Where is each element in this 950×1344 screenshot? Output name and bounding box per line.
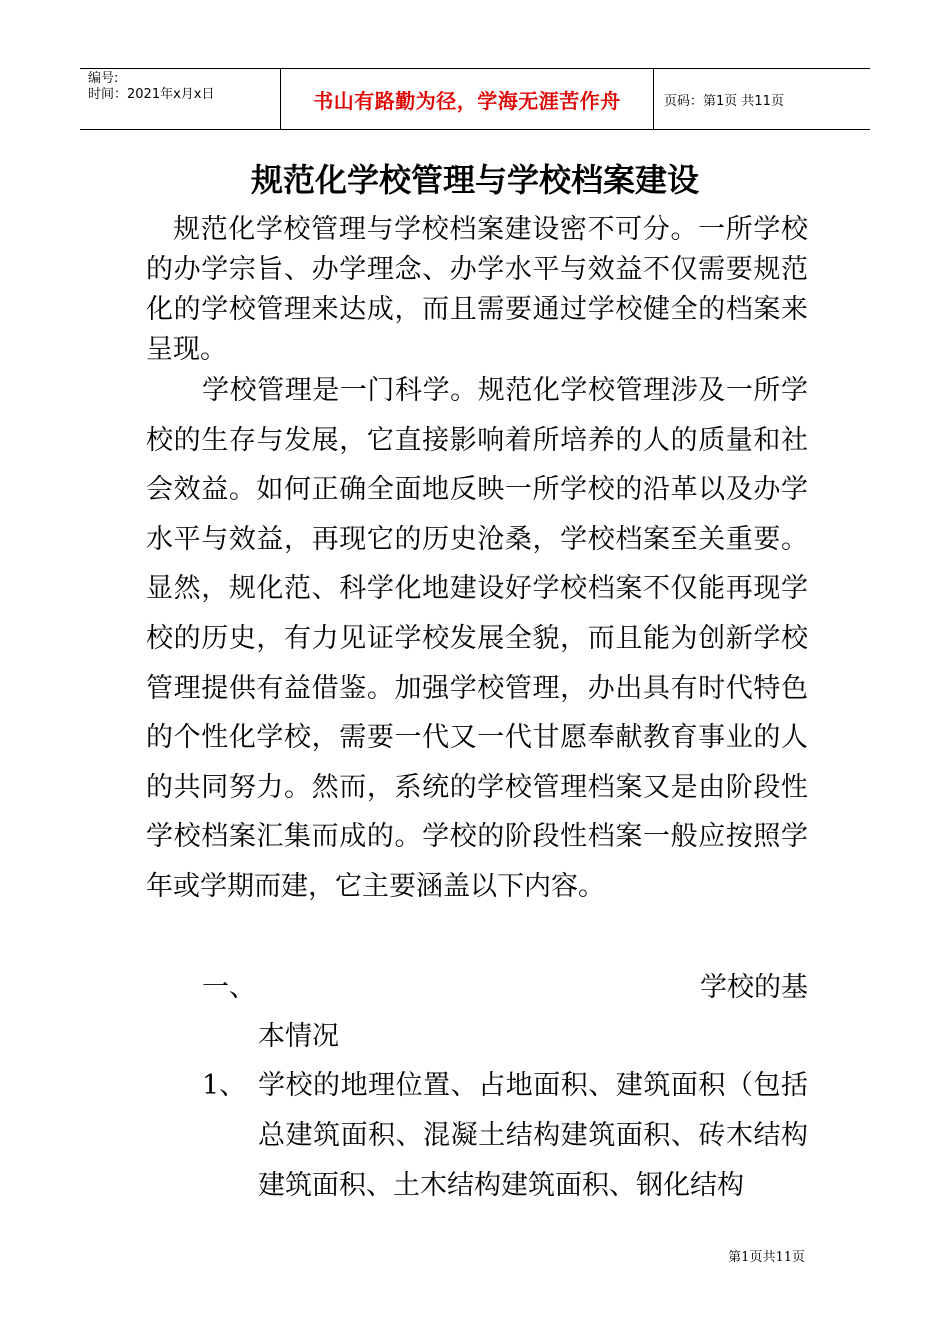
section-title-part1: 学校的基: [700, 972, 808, 1003]
paragraph-intro: 规范化学校管理与学校档案建设密不可分。一所学校的办学宗旨、办学理念、办学水平与效益不仅需要规范化的学校管理来达成，而且需要通过学校健全的档案来呈现。: [146, 214, 808, 365]
paragraph-main: 学校管理是一门科学。规范化学校管理涉及一所学校的生存与发展，它直接影响着所培养的人的质量和社会效益。如何正确全面地反映一所学校的沿革以及办学水平与效益，再现它的历史沧桑，学校档案至关重要。显然，规化范、科学化地建设好学校档案不仅能再现学校的历史，有力见证学校发展全貌，而且能为创新学校管理提供有益借鉴。加强学校管理，办出具有时代特色的个性化学校，需要一代又一代甘愿奉献教育事业的人的共同努力。然而，系统的学校管理档案又是由阶段性学校档案汇集而成的。学校的阶段性档案一般应按照学年或学期而建，它主要涵盖以下内容。: [146, 375, 808, 902]
header-meta: [80, 69, 281, 129]
document-title: 规范化学校管理与学校档案建设: [250, 161, 699, 199]
header-motto: 书山有路勤为径，学海无涯苦作舟: [281, 69, 654, 129]
header-number-label: 编号:: [88, 71, 119, 86]
section-number: 一、: [202, 972, 256, 1003]
header-page-label: 页码：第1页 共11页: [664, 93, 784, 109]
section-title-part2: 本情况: [258, 1021, 339, 1052]
item-text: 学校的地理位置、占地面积、建筑面积（包括总建筑面积、混凝土结构建筑面积、砖木结构建筑面积、土木结构建筑面积、钢化结构: [258, 1070, 808, 1201]
page-footer: 第1页共11页: [728, 1250, 805, 1265]
page-header: [80, 68, 870, 130]
header-time-label: 时间：2021年x月x日: [88, 87, 215, 102]
item-number: 1、: [202, 1070, 247, 1101]
